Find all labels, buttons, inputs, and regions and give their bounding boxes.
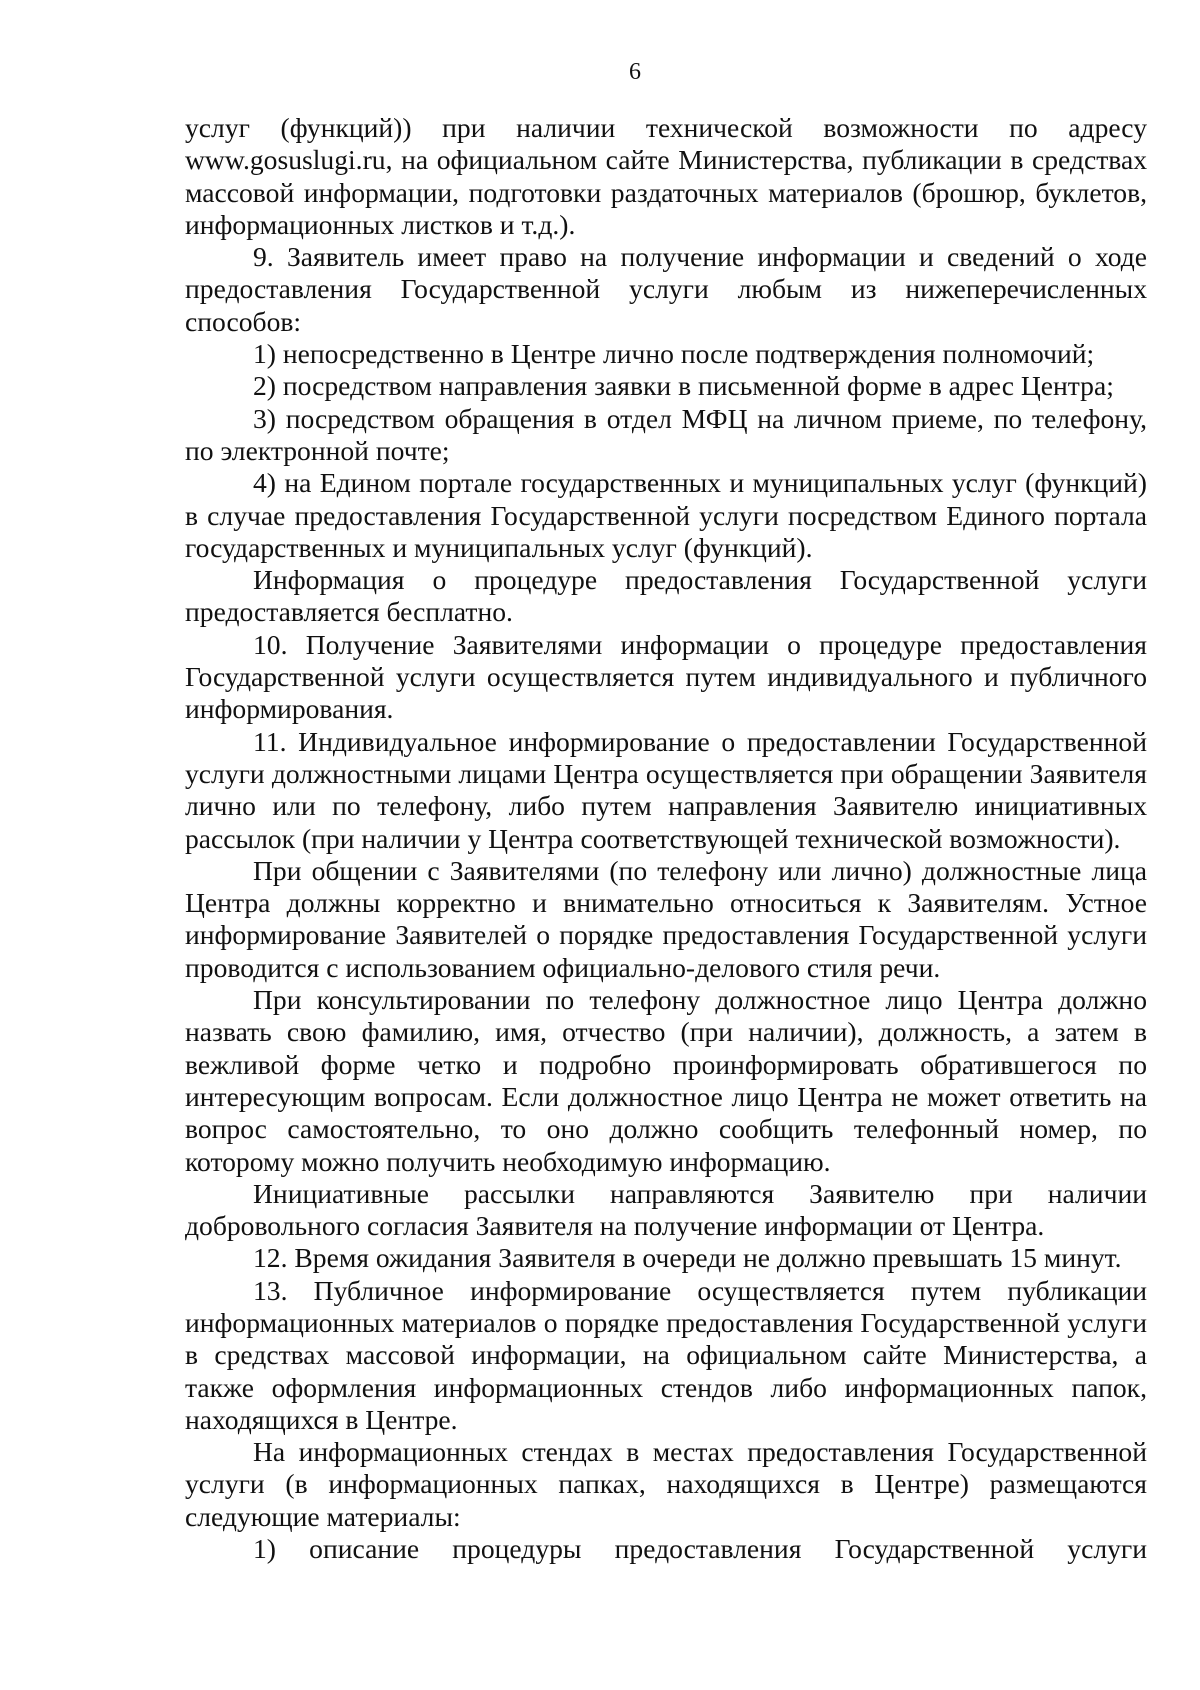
paragraph-9: При общении с Заявителями (по телефону или лично) должностные лица Центра должны корректно и внимательно относиться к Заявителям. Устное информирование Заявителей о порядке предоставления Государственной услуги проводится с использованием официально-делового стиля речи. (185, 854, 1147, 983)
paragraph-10: При консультировании по телефону должностное лицо Центра должно назвать свою фамилию, имя, отчество (при наличии), должность, а затем в вежливой форме четко и подробно проинформировать обратившегося по интересующим вопросам. Если должностное лицо Центра не может ответить на вопрос самостоятельно, то оно должно сообщить телефонный номер, по которому можно получить необходимую информацию. (185, 984, 1147, 1177)
page-number: 6 (629, 59, 641, 85)
document-body (185, 112, 1147, 1565)
paragraph-3: 2) посредством направления заявки в письменной форме в адрес Центра; (253, 370, 1114, 402)
paragraph-14: На информационных стендах в местах предоставления Государственной услуги (в информационных папках, находящихся в Центре) размещаются следующие материалы: (185, 1436, 1147, 1532)
paragraph-7: 10. Получение Заявителями информации о процедуре предоставления Государственной услуги осуществляется путем индивидуального и публичного информирования. (185, 628, 1147, 725)
paragraph-11: Инициативные рассылки направляются Заявителю при наличии добровольного согласия Заявителя на получение информации от Центра. (185, 1177, 1147, 1242)
paragraph-12: 12. Время ожидания Заявителя в очереди не должно превышать 15 минут. (253, 1242, 1122, 1274)
paragraph-2: 1) непосредственно в Центре лично после подтверждения полномочий; (253, 338, 1095, 370)
paragraph-4: 3) посредством обращения в отдел МФЦ на личном приеме, по телефону, по электронной почте; (185, 402, 1147, 466)
paragraph-0: услуг (функций)) при наличии технической возможности по адресу www.gosuslugi.ru, на официальном сайте Министерства, публикации в средствах массовой информации, подготовки раздаточных материалов (брошюр, буклетов, информационных листков и т.д.). (185, 112, 1147, 240)
paragraph-1: 9. Заявитель имеет право на получение информации и сведений о ходе предоставления Государственной услуги любым из нижеперечисленных способов: (185, 241, 1147, 337)
paragraph-13: 13. Публичное информирование осуществляется путем публикации информационных материалов о порядке предоставления Государственной услуги в средствах массовой информации, на официальном сайте Министерства, а также оформления информационных стендов либо информационных папок, находящихся в Центре. (185, 1274, 1147, 1435)
paragraph-5: 4) на Едином портале государственных и муниципальных услуг (функций) в случае предоставления Государственной услуги посредством Единого портала государственных и муниципальных услуг (функций). (185, 467, 1147, 563)
paragraph-8: 11. Индивидуальное информирование о предоставлении Государственной услуги должностными лицами Центра осуществляется при обращении Заявителя лично или по телефону, либо путем направления Заявителю инициативных рассылок (при наличии у Центра соответствующей технической возможности). (185, 725, 1147, 854)
paragraph-15: 1) описание процедуры предоставления Государственной услуги (253, 1533, 1147, 1565)
paragraph-6: Информация о процедуре предоставления Государственной услуги предоставляется бесплатно. (185, 564, 1147, 628)
